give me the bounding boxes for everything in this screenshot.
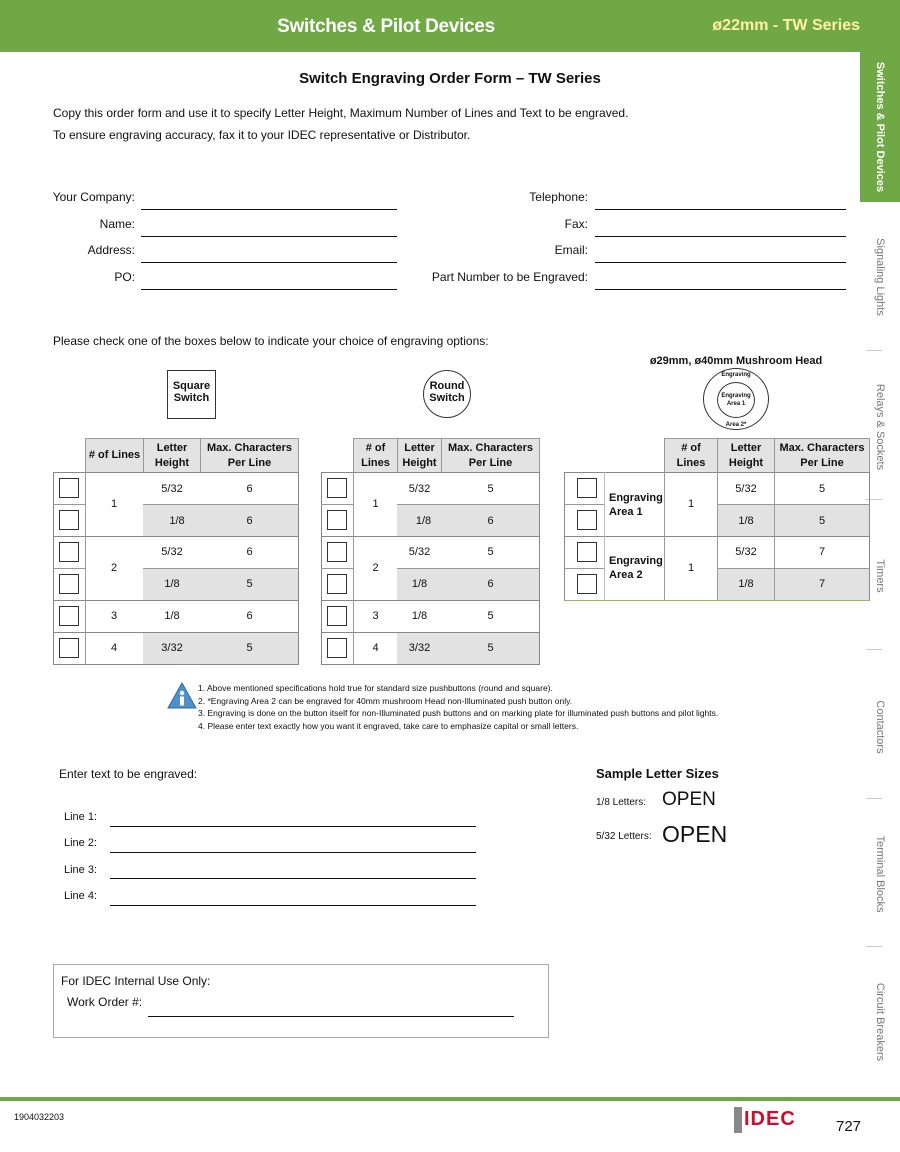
mh-header-max-a: Max. Characters [779, 441, 865, 454]
mh-area-1-b: Area 1 [609, 506, 643, 518]
header-series: ø22mm - TW Series [712, 17, 860, 34]
rd-header-max-b: Per Line [468, 456, 513, 469]
rd-max: 6 [487, 578, 494, 590]
rd-height: 1/8 [411, 610, 428, 622]
sq-header-lines: # of Lines [85, 438, 144, 473]
divider [717, 504, 870, 505]
divider [564, 568, 604, 569]
divider [53, 504, 85, 505]
rd-height: 5/32 [408, 483, 431, 495]
divider [53, 568, 85, 569]
tab-circuit-breakers[interactable] [860, 952, 900, 1092]
mh-header-lines-b: Lines [676, 456, 706, 469]
options-prompt: Please check one of the boxes below to indicate your choice of engraving options: [53, 334, 489, 348]
divider [604, 472, 605, 600]
footer-code: 1904032203 [14, 1112, 65, 1122]
line-3-field[interactable] [110, 878, 476, 879]
mh-area-2-b: Area 2 [609, 569, 643, 581]
divider [717, 568, 870, 569]
mh-header-lines [664, 438, 718, 473]
sq-lines-1: 1 [110, 498, 118, 510]
sq-lines-2: 2 [110, 562, 118, 574]
sq-max: 6 [246, 515, 253, 527]
engrave-title: Enter text to be engraved: [59, 767, 198, 781]
sq-lines-3: 3 [110, 610, 118, 622]
mh-lines-1: 1 [687, 498, 695, 510]
tab-signaling-label: Signaling Lights [874, 238, 886, 316]
mh-checkbox-2b[interactable] [577, 574, 597, 594]
internal-title: For IDEC Internal Use Only: [61, 974, 211, 988]
square-switch-icon [167, 370, 216, 419]
tab-relays-label: Relays & Sockets [874, 383, 886, 471]
note-item: 2. *Engraving Area 2 can be engraved for 40mm mushroom Head non-Illuminated push button only. [198, 695, 573, 706]
email-field[interactable] [595, 262, 846, 263]
rd-header-height-a: Letter [404, 441, 435, 454]
rd-header-lines [353, 438, 398, 473]
tab-contactors[interactable] [860, 657, 900, 797]
mushroom-outer-label: Engraving [721, 372, 751, 378]
telephone-label: Telephone: [529, 190, 588, 204]
tab-divider [866, 350, 882, 351]
sq-lines-4: 4 [110, 642, 118, 654]
mh-header-max [774, 438, 870, 473]
rd-lines-1: 1 [372, 498, 379, 510]
tab-contactors-label: Contactors [874, 700, 886, 754]
mushroom-inner-label-2: Area 1 [726, 401, 746, 407]
round-switch-label-2: Switch [429, 392, 465, 404]
sq-checkbox-2b[interactable] [59, 574, 79, 594]
tab-divider [866, 798, 882, 799]
rd-max: 5 [487, 546, 494, 558]
notes-list [198, 682, 718, 732]
mh-area-1-label [609, 491, 665, 519]
mh-header-height-b: Height [728, 456, 764, 469]
sq-height: 3/32 [161, 642, 183, 654]
mushroom-inner-label-1: Engraving [721, 393, 751, 399]
divider [143, 504, 299, 505]
mh-area-2-a: Engraving [609, 555, 663, 567]
mh-height: 5/32 [735, 483, 757, 495]
sq-checkbox-1a[interactable] [59, 478, 79, 498]
footer-rule [0, 1097, 900, 1101]
mh-header-height [717, 438, 775, 473]
divider [143, 568, 299, 569]
rd-header-max-a: Max. Characters [448, 441, 533, 454]
sq-max: 6 [246, 546, 253, 558]
mushroom-bottom-label: Area 2* [725, 422, 747, 428]
address-label: Address: [87, 243, 135, 257]
rd-height: 5/32 [408, 546, 431, 558]
mh-area-1-a: Engraving [609, 492, 663, 504]
document-title: Switch Engraving Order Form – TW Series [299, 70, 601, 87]
rd-height: 3/32 [408, 642, 431, 654]
part-number-field[interactable] [595, 289, 846, 290]
tab-circuit-label: Circuit Breakers [874, 982, 886, 1062]
round-switch-label-1: Round [429, 380, 465, 392]
sq-max: 5 [246, 578, 253, 590]
rd-checkbox-1a[interactable] [327, 478, 347, 498]
sq-header-height-b: Height [154, 456, 190, 469]
sq-height: 1/8 [164, 610, 180, 622]
mh-max: 7 [818, 546, 826, 558]
rd-lines-3: 3 [372, 610, 379, 622]
sq-height: 5/32 [161, 483, 183, 495]
sq-header-max [200, 438, 299, 473]
mh-header-max-b: Per Line [800, 456, 844, 469]
sample-large-text: OPEN [662, 821, 728, 847]
note-item: 1. Above mentioned specifications hold true for standard size pushbuttons (round and square). [198, 683, 553, 693]
rd-max: 6 [487, 515, 494, 527]
sample-small-label: 1/8 Letters: [596, 797, 647, 808]
name-field[interactable] [141, 236, 397, 237]
tab-terminal-blocks[interactable] [860, 804, 900, 944]
sq-header-height-a: Letter [156, 441, 188, 454]
telephone-field[interactable] [595, 209, 846, 210]
line-4-field[interactable] [110, 905, 476, 906]
square-switch-label-2: Switch [173, 392, 210, 404]
rd-lines-2: 2 [372, 562, 379, 574]
name-label: Name: [99, 217, 135, 231]
rd-header-lines-a: # of [365, 441, 386, 454]
rd-checkbox-1b[interactable] [327, 510, 347, 530]
work-order-label: Work Order #: [67, 995, 143, 1009]
mh-height: 1/8 [738, 578, 754, 590]
line-2-label: Line 2: [64, 837, 98, 849]
company-field[interactable] [141, 209, 397, 210]
rd-max: 5 [487, 483, 494, 495]
rd-checkbox-2a[interactable] [327, 542, 347, 562]
info-icon [167, 682, 197, 709]
mh-header-lines-a: # of [681, 441, 701, 454]
mushroom-inner-ring [717, 382, 755, 418]
mushroom-head-icon [703, 368, 769, 430]
divider [564, 504, 604, 505]
header-title: Switches & Pilot Devices [277, 16, 495, 37]
po-field[interactable] [141, 289, 397, 290]
work-order-field[interactable] [148, 1016, 514, 1017]
tab-timers-label: Timers [874, 559, 886, 593]
mh-height: 5/32 [735, 546, 757, 558]
rd-max: 5 [487, 610, 494, 622]
fax-field[interactable] [595, 236, 846, 237]
sq-header-max-b: Per Line [227, 456, 272, 469]
page-header [0, 0, 900, 52]
intro-line-1: Copy this order form and use it to specify Letter Height, Maximum Number of Lines and Text to be engraved. [53, 106, 629, 120]
divider [321, 568, 353, 569]
square-switch-label-1: Square [172, 380, 211, 392]
mh-max: 5 [818, 483, 826, 495]
divider [321, 504, 353, 505]
tab-switches-label: Switches & Pilot Devices [874, 61, 886, 193]
mh-max: 5 [818, 515, 826, 527]
sq-max: 5 [246, 642, 253, 654]
page-number: 727 [836, 1118, 862, 1135]
rd-checkbox-3[interactable] [327, 606, 347, 626]
email-label: Email: [554, 243, 588, 257]
sq-max: 6 [246, 610, 253, 622]
sample-small-text: OPEN [662, 789, 716, 810]
company-label: Your Company: [52, 190, 135, 204]
sample-large-label: 5/32 Letters: [596, 831, 652, 842]
sq-height: 1/8 [164, 578, 180, 590]
rd-checkbox-4[interactable] [327, 638, 347, 658]
divider [397, 504, 540, 505]
divider [397, 568, 540, 569]
sq-max: 6 [246, 483, 253, 495]
rd-height: 1/8 [415, 515, 432, 527]
line-3-label: Line 3: [64, 864, 98, 876]
address-field[interactable] [141, 262, 397, 263]
rd-lines-4: 4 [372, 642, 379, 654]
sq-header-height [143, 438, 201, 473]
intro-line-2: To ensure engraving accuracy, fax it to your IDEC representative or Distributor. [53, 128, 471, 142]
po-label: PO: [114, 270, 135, 284]
tab-terminal-label: Terminal Blocks [874, 835, 886, 913]
mh-height: 1/8 [738, 515, 754, 527]
sq-checkbox-3[interactable] [59, 606, 79, 626]
sq-checkbox-4[interactable] [59, 638, 79, 658]
mh-header-height-a: Letter [730, 441, 762, 454]
mh-area-2-label [609, 554, 665, 582]
fax-label: Fax: [564, 217, 588, 231]
sq-checkbox-2a[interactable] [59, 542, 79, 562]
part-number-label: Part Number to be Engraved: [431, 270, 588, 284]
line-1-field[interactable] [110, 826, 476, 827]
note-item: 3. Engraving is done on the button itself for non-Illuminated push buttons and on marking plate for illuminated push buttons and pilot lights. [198, 708, 719, 718]
mh-checkbox-1a[interactable] [577, 478, 597, 498]
line-1-label: Line 1: [64, 811, 98, 823]
idec-logo-text: IDEC [744, 1108, 796, 1130]
mushroom-title: ø29mm, ø40mm Mushroom Head [649, 355, 823, 367]
sq-checkbox-1b[interactable] [59, 510, 79, 530]
line-2-field[interactable] [110, 852, 476, 853]
rd-checkbox-2b[interactable] [327, 574, 347, 594]
mh-max: 7 [818, 578, 826, 590]
rd-max: 5 [487, 642, 494, 654]
sq-height: 5/32 [161, 546, 183, 558]
rd-header-max [441, 438, 540, 473]
rd-header-height [397, 438, 442, 473]
mh-lines-2: 1 [687, 562, 695, 574]
tab-divider [866, 946, 882, 947]
rd-header-lines-b: Lines [361, 456, 390, 469]
rd-header-height-b: Height [402, 456, 437, 469]
rd-height: 1/8 [411, 578, 428, 590]
line-4-label: Line 4: [64, 890, 98, 902]
tab-signaling-lights[interactable] [860, 212, 900, 342]
internal-use-box [53, 964, 549, 1038]
tab-divider [866, 649, 882, 650]
idec-logo-mark [734, 1107, 742, 1133]
sq-header-max-a: Max. Characters [207, 441, 292, 454]
round-switch-icon [423, 370, 471, 418]
note-item: 4. Please enter text exactly how you want it engraved, take care to emphasize capital or small letters. [198, 720, 579, 731]
sample-title: Sample Letter Sizes [596, 766, 719, 781]
sq-height: 1/8 [169, 515, 185, 527]
mh-checkbox-2a[interactable] [577, 542, 597, 562]
mh-checkbox-1b[interactable] [577, 510, 597, 530]
